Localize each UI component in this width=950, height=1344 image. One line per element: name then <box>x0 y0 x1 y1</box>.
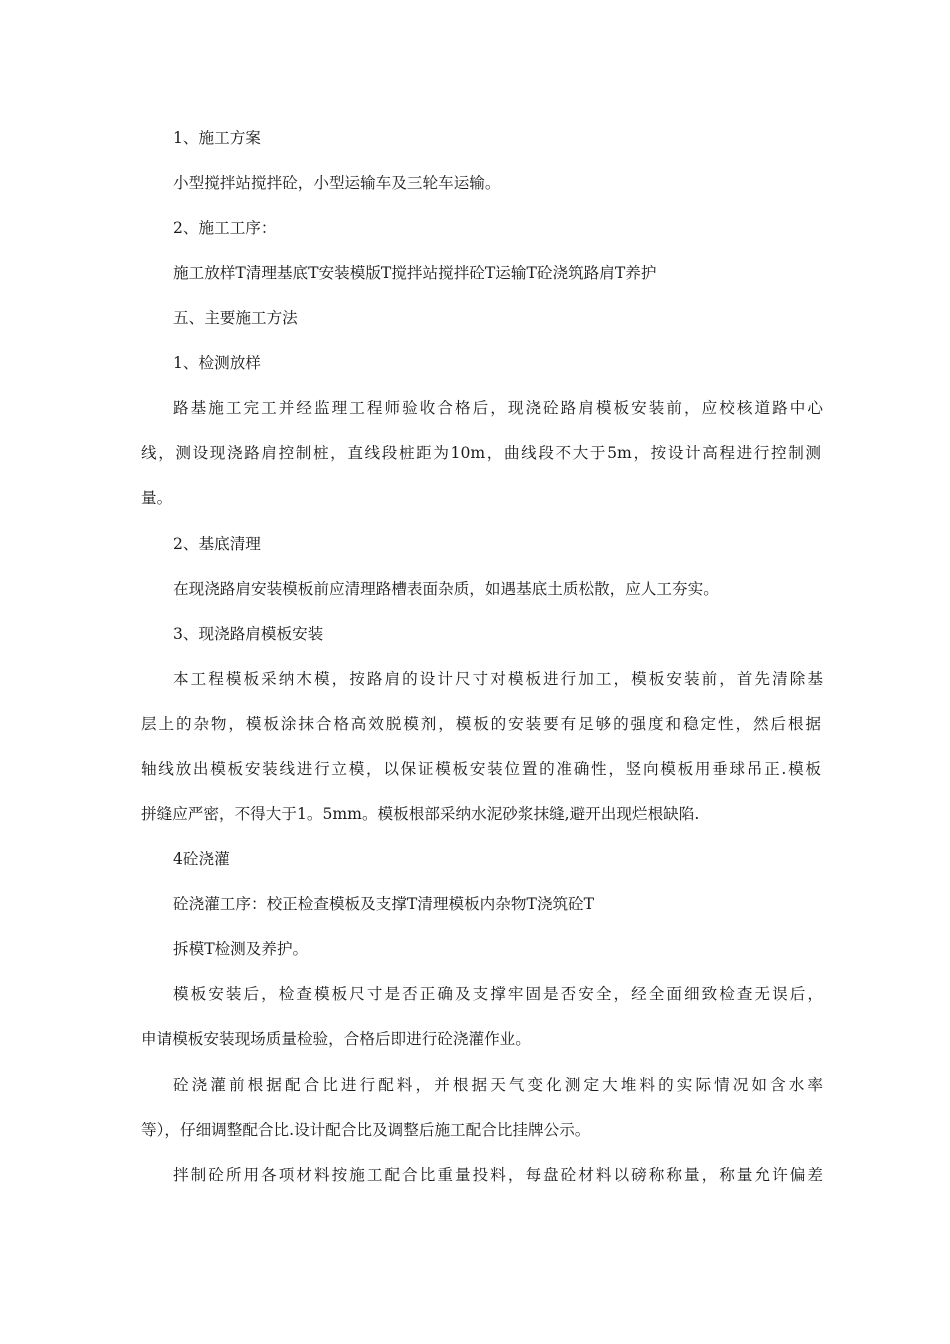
heading-concrete-pouring: 4砼浇灌 <box>173 850 230 868</box>
paragraph-line: 拼缝应严密，不得大于1。5mm。模板根部采纳水泥砂浆抹缝,避开出现烂根缺陷. <box>141 805 700 823</box>
paragraph-line: 模板安装后，检查模板尺寸是否正确及支撑牢固是否安全，经全面细致检查无误后， <box>173 985 823 1003</box>
paragraph-line: 线，测设现浇路肩控制桩，直线段桩距为10m，曲线段不大于5m，按设计高程进行控制测 <box>141 444 821 462</box>
heading-formwork-installation: 3、现浇路肩模板安装 <box>173 625 324 643</box>
heading-survey-layout: 1、检测放样 <box>173 354 261 372</box>
paragraph-line: 等），仔细调整配合比.设计配合比及调整后施工配合比挂牌公示。 <box>141 1121 591 1139</box>
paragraph-line: 在现浇路肩安装模板前应清理路槽表面杂质，如遇基底土质松散，应人工夯实。 <box>173 580 719 598</box>
heading-construction-process: 2、施工工序： <box>173 219 277 237</box>
paragraph-line: 拌制砼所用各项材料按施工配合比重量投料，每盘砼材料以磅称称量，称量允许偏差 <box>173 1166 823 1184</box>
paragraph-line: 本工程模板采纳木模，按路肩的设计尺寸对模板进行加工，模板安装前，首先清除基 <box>173 670 823 688</box>
heading-construction-plan: 1、施工方案 <box>173 129 261 147</box>
paragraph-line: 砼浇灌工序：校正检查模板及支撑T清理模板内杂物T浇筑砼T <box>173 895 595 913</box>
paragraph-line: 申请模板安装现场质量检验，合格后即进行砼浇灌作业。 <box>141 1030 531 1048</box>
paragraph-line: 量。 <box>141 489 173 507</box>
paragraph-line: 轴线放出模板安装线进行立模，以保证模板安装位置的准确性，竖向模板用垂球吊正.模板 <box>141 760 821 778</box>
paragraph-line: 小型搅拌站搅拌砼，小型运输车及三轮车运输。 <box>173 174 501 192</box>
paragraph-line: 拆模T检测及养护。 <box>173 940 309 958</box>
heading-base-cleaning: 2、基底清理 <box>173 535 261 553</box>
section-heading-main-methods: 五、主要施工方法 <box>173 309 298 327</box>
paragraph-line: 砼浇灌前根据配合比进行配料，并根据天气变化测定大堆料的实际情况如含水率 <box>173 1076 823 1094</box>
paragraph-line: 施工放样T清理基底T安装模版T搅拌站搅拌砼T运输T砼浇筑路肩T养护 <box>173 264 657 282</box>
paragraph-line: 路基施工完工并经监理工程师验收合格后，现浇砼路肩模板安装前，应校核道路中心 <box>173 399 823 417</box>
paragraph-line: 层上的杂物，模板涂抹合格高效脱模剂，模板的安装要有足够的强度和稳定性，然后根据 <box>141 715 821 733</box>
